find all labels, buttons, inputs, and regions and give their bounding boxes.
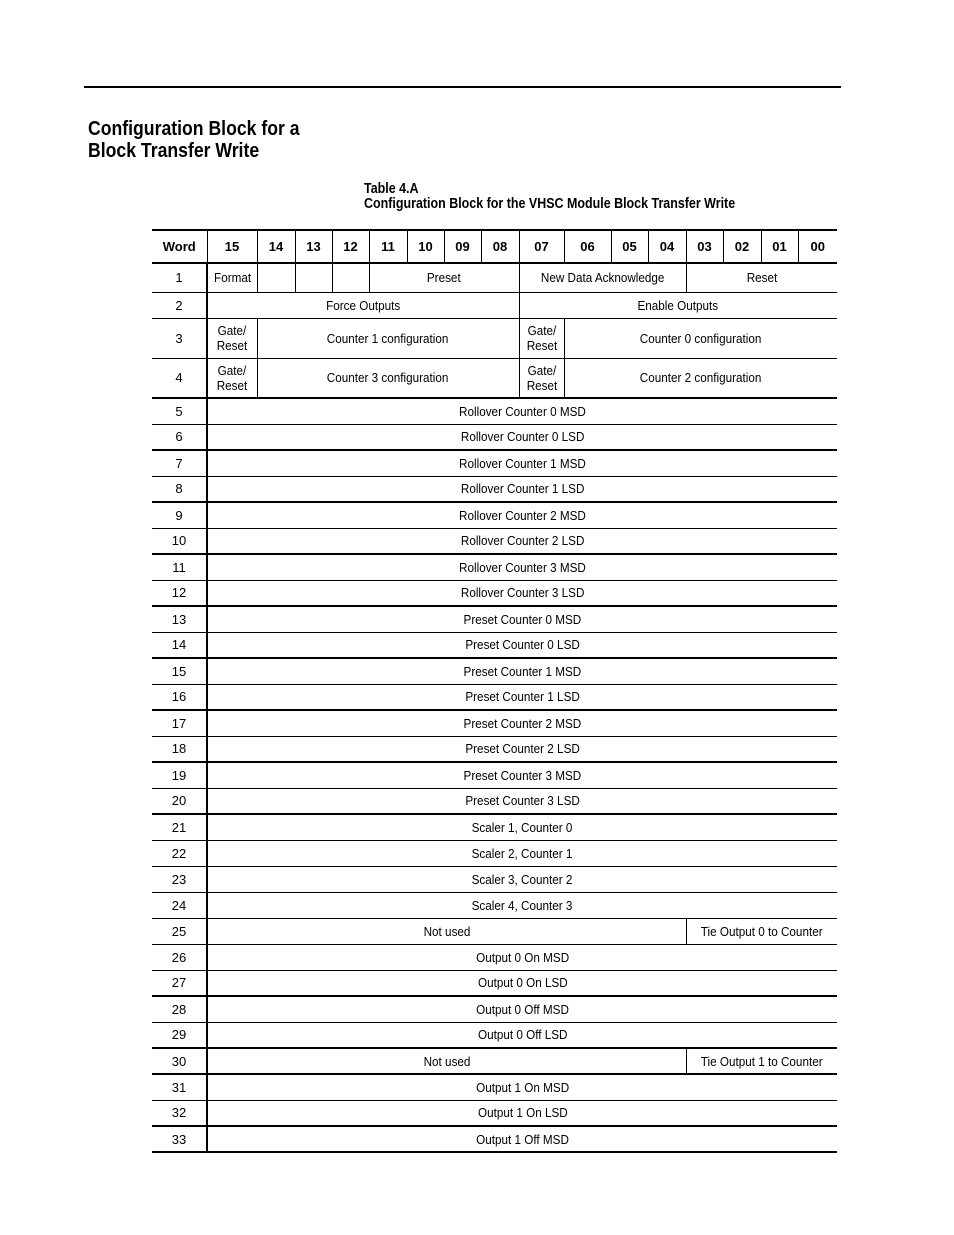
table-row <box>152 580 837 606</box>
field-cell <box>207 1022 837 1048</box>
header-bit-14: 14 <box>257 230 295 263</box>
field-label: Scaler 2, Counter 1 <box>472 845 573 861</box>
field-cell <box>207 502 837 528</box>
header-bit-10: 10 <box>407 230 444 263</box>
table-title: Configuration Block for the VHSC Module Block Transfer Write <box>364 196 736 212</box>
field-cell <box>207 710 837 736</box>
table-row <box>152 318 837 358</box>
table-row <box>152 424 837 450</box>
field-label: Output 0 Off MSD <box>476 1001 569 1017</box>
field-label: Counter 1 configuration <box>327 330 449 346</box>
field-label: Output 1 On LSD <box>477 1105 568 1121</box>
table-row <box>152 710 837 736</box>
header-bit-03: 03 <box>686 230 723 263</box>
table-row <box>152 528 837 554</box>
field-label: Rollover Counter 3 LSD <box>460 585 585 601</box>
table-row <box>152 398 837 424</box>
word-number: 2 <box>152 292 207 318</box>
field-cell <box>369 263 519 292</box>
field-label: Preset Counter 3 LSD <box>465 793 580 809</box>
word-number: 28 <box>152 996 207 1022</box>
field-label: Rollover Counter 3 MSD <box>459 559 586 575</box>
table-row <box>152 358 837 398</box>
field-cell <box>207 658 837 684</box>
field-cell <box>207 1074 837 1100</box>
header-word: Word <box>152 230 207 263</box>
table-number: Table 4.A <box>364 181 419 197</box>
table-row <box>152 970 837 996</box>
field-label: Output 1 Off MSD <box>476 1131 569 1147</box>
field-cell <box>207 970 837 996</box>
configuration-table <box>152 229 837 1153</box>
word-number: 11 <box>152 554 207 580</box>
field-cell <box>207 606 837 632</box>
word-number: 8 <box>152 476 207 502</box>
table-row <box>152 866 837 892</box>
field-label: Scaler 4, Counter 3 <box>472 897 573 913</box>
table-row <box>152 736 837 762</box>
field-label: Rollover Counter 1 MSD <box>459 455 586 471</box>
word-number: 4 <box>152 358 207 398</box>
field-label: Preset Counter 0 LSD <box>465 637 580 653</box>
field-label: Preset Counter 3 MSD <box>463 767 582 783</box>
word-number: 6 <box>152 424 207 450</box>
field-label: Preset Counter 1 LSD <box>465 689 580 705</box>
table-row <box>152 684 837 710</box>
table-row <box>152 762 837 788</box>
word-number: 18 <box>152 736 207 762</box>
field-label: Enable Outputs <box>637 297 719 313</box>
field-cell <box>257 358 519 398</box>
word-number: 23 <box>152 866 207 892</box>
field-label: Preset Counter 0 MSD <box>463 611 582 627</box>
field-label: Counter 0 configuration <box>639 330 762 346</box>
field-cell <box>207 762 837 788</box>
header-bit-05: 05 <box>611 230 648 263</box>
field-cell <box>257 318 519 358</box>
field-cell <box>207 944 837 970</box>
field-label: Output 1 On MSD <box>475 1079 569 1095</box>
field-cell <box>207 476 837 502</box>
field-label: Counter 3 configuration <box>327 370 449 386</box>
field-label: Gate/ Reset <box>526 323 557 353</box>
word-number: 9 <box>152 502 207 528</box>
header-bit-09: 09 <box>444 230 481 263</box>
header-bit-02: 02 <box>723 230 761 263</box>
word-number: 33 <box>152 1126 207 1152</box>
word-number: 22 <box>152 840 207 866</box>
field-label: Format <box>213 270 251 286</box>
header-bit-15: 15 <box>207 230 257 263</box>
field-cell <box>686 918 837 944</box>
field-cell <box>207 996 837 1022</box>
header-bit-00: 00 <box>798 230 837 263</box>
word-number: 21 <box>152 814 207 840</box>
table-row <box>152 1126 837 1152</box>
table-row <box>152 476 837 502</box>
field-cell <box>519 358 564 398</box>
header-bit-06: 06 <box>564 230 611 263</box>
field-cell <box>257 263 295 292</box>
section-title <box>88 118 300 162</box>
word-number: 29 <box>152 1022 207 1048</box>
field-label: Output 0 On LSD <box>477 975 568 991</box>
header-bit-08: 08 <box>481 230 519 263</box>
field-cell <box>207 1100 837 1126</box>
table-row <box>152 450 837 476</box>
field-label: Gate/ Reset <box>216 323 248 353</box>
field-label: Reset <box>746 270 778 286</box>
word-number: 17 <box>152 710 207 736</box>
word-number: 30 <box>152 1048 207 1074</box>
field-cell <box>564 318 837 358</box>
field-cell <box>207 918 686 944</box>
table-row <box>152 1022 837 1048</box>
header-bit-07: 07 <box>519 230 564 263</box>
field-label: Gate/ Reset <box>526 362 557 393</box>
field-cell <box>207 866 837 892</box>
word-number: 16 <box>152 684 207 710</box>
table-row <box>152 658 837 684</box>
field-cell <box>207 632 837 658</box>
word-number: 12 <box>152 580 207 606</box>
word-number: 15 <box>152 658 207 684</box>
header-row <box>152 230 837 263</box>
header-bit-11: 11 <box>369 230 407 263</box>
word-number: 32 <box>152 1100 207 1126</box>
table-row <box>152 892 837 918</box>
field-cell <box>207 684 837 710</box>
table-row <box>152 1074 837 1100</box>
field-label: Not used <box>423 1053 471 1069</box>
table-row <box>152 788 837 814</box>
table-row <box>152 996 837 1022</box>
field-cell <box>207 424 837 450</box>
field-label: Rollover Counter 2 LSD <box>460 533 585 549</box>
field-cell <box>207 450 837 476</box>
field-label: Tie Output 1 to Counter <box>700 1053 823 1069</box>
table-row <box>152 1048 837 1074</box>
field-cell <box>519 292 837 318</box>
table-row <box>152 263 837 292</box>
field-label: Force Outputs <box>326 297 401 313</box>
table-row <box>152 1100 837 1126</box>
field-cell <box>207 1048 686 1074</box>
header-bit-04: 04 <box>648 230 686 263</box>
table-caption <box>364 182 735 212</box>
field-label: Preset Counter 2 MSD <box>463 715 582 731</box>
word-number: 5 <box>152 398 207 424</box>
field-label: Preset Counter 1 MSD <box>463 663 582 679</box>
field-cell <box>207 398 837 424</box>
table-row <box>152 292 837 318</box>
field-cell <box>332 263 369 292</box>
field-label: Output 0 Off LSD <box>477 1027 568 1043</box>
word-number: 26 <box>152 944 207 970</box>
table-row <box>152 840 837 866</box>
table-row <box>152 632 837 658</box>
field-label: Gate/ Reset <box>216 362 248 393</box>
table-row <box>152 502 837 528</box>
section-title-line-2: Block Transfer Write <box>88 139 260 162</box>
field-cell <box>207 292 519 318</box>
field-label: Not used <box>423 923 471 939</box>
field-cell <box>207 528 837 554</box>
field-cell <box>207 318 257 358</box>
field-cell <box>295 263 332 292</box>
word-number: 20 <box>152 788 207 814</box>
field-cell <box>207 580 837 606</box>
header-bit-01: 01 <box>761 230 798 263</box>
field-label: New Data Acknowledge <box>540 270 665 286</box>
word-number: 19 <box>152 762 207 788</box>
field-label: Scaler 1, Counter 0 <box>472 819 573 835</box>
field-label: Rollover Counter 0 LSD <box>460 429 585 445</box>
field-cell <box>207 554 837 580</box>
table-row <box>152 918 837 944</box>
header-bit-12: 12 <box>332 230 369 263</box>
top-rule <box>84 86 841 88</box>
field-cell <box>207 736 837 762</box>
word-number: 31 <box>152 1074 207 1100</box>
table-row <box>152 606 837 632</box>
word-number: 24 <box>152 892 207 918</box>
field-label: Output 0 On MSD <box>475 949 569 965</box>
field-cell <box>686 1048 837 1074</box>
field-cell <box>207 788 837 814</box>
field-label: Preset Counter 2 LSD <box>465 741 580 757</box>
field-cell <box>207 1126 837 1152</box>
field-cell <box>564 358 837 398</box>
field-cell <box>686 263 837 292</box>
field-label: Preset <box>427 270 461 286</box>
field-label: Rollover Counter 1 LSD <box>460 481 585 497</box>
word-number: 27 <box>152 970 207 996</box>
field-cell <box>207 358 257 398</box>
table-row <box>152 814 837 840</box>
word-number: 10 <box>152 528 207 554</box>
field-label: Counter 2 configuration <box>639 370 762 386</box>
field-label: Rollover Counter 0 MSD <box>459 403 586 419</box>
word-number: 1 <box>152 263 207 292</box>
field-cell <box>207 892 837 918</box>
field-cell <box>519 263 686 292</box>
field-label: Scaler 3, Counter 2 <box>472 871 573 887</box>
header-bit-13: 13 <box>295 230 332 263</box>
field-cell <box>207 840 837 866</box>
field-label: Tie Output 0 to Counter <box>700 923 823 939</box>
word-number: 14 <box>152 632 207 658</box>
section-title-line-1: Configuration Block for a <box>88 117 300 140</box>
word-number: 13 <box>152 606 207 632</box>
table-row <box>152 554 837 580</box>
field-cell <box>519 318 564 358</box>
field-label: Rollover Counter 2 MSD <box>459 507 586 523</box>
word-number: 25 <box>152 918 207 944</box>
word-number: 7 <box>152 450 207 476</box>
field-cell <box>207 814 837 840</box>
word-number: 3 <box>152 318 207 358</box>
table-row <box>152 944 837 970</box>
field-cell <box>207 263 257 292</box>
